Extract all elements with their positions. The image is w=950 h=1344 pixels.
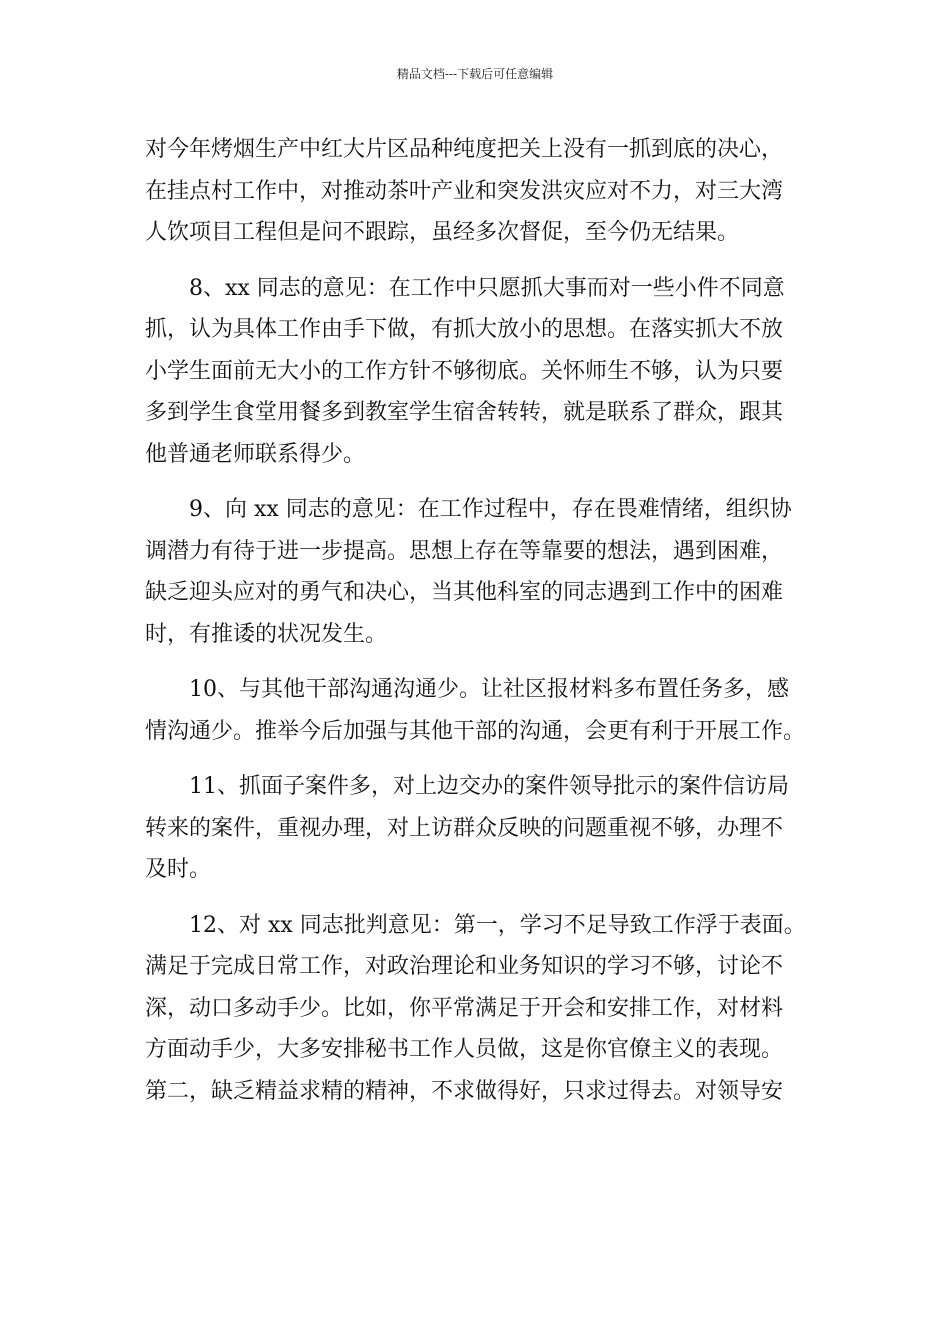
text-line: 11、抓面子案件多，对上边交办的案件领导批示的案件信访局 [189, 774, 789, 799]
paragraph-continuation [145, 129, 807, 254]
text-line: 对今年烤烟生产中红大片区品种纯度把关上没有一抓到底的决心， [145, 137, 784, 162]
document-body [145, 129, 807, 1126]
text-line: 深，动口多动手少。比如，你平常满足于开会和安排工作，对材料 [145, 995, 784, 1021]
paragraph-item-12 [145, 905, 807, 1113]
paragraph-item-9 [145, 489, 807, 655]
text-line: 在挂点村工作中，对推动茶叶产业和突发洪灾应对不力，对三大湾 [145, 178, 784, 204]
text-line: 及时。 [145, 857, 212, 882]
text-line: 第二，缺乏精益求精的精神，不求做得好，只求过得去。对领导安 [145, 1078, 784, 1104]
text-line: 10、与其他干部沟通沟通少。让社区报材料多布置任务多，感 [189, 677, 789, 702]
text-line: 抓，认为具体工作由手下做，有抓大放小的思想。在落实抓大不放 [145, 317, 784, 342]
text-line: 多到学生食堂用餐多到教室学生宿舍转转，就是联系了群众，跟其 [145, 400, 784, 425]
text-line: 情沟通少。推举今后加强与其他干部的沟通，会更有利于开展工作。 [145, 718, 806, 744]
text-line: 时，有推诿的状况发生。 [145, 621, 388, 647]
text-line: 调潜力有待于进一步提高。思想上存在等靠要的想法，遇到困难， [145, 538, 784, 564]
paragraph-item-8 [145, 268, 807, 476]
paragraph-item-10 [145, 669, 807, 752]
text-line: 缺乏迎头应对的勇气和决心，当其他科室的同志遇到工作中的困难 [145, 580, 784, 605]
text-line: 转来的案件，重视办理，对上访群众反映的问题重视不够，办理不 [145, 815, 784, 841]
text-line: 小学生面前无大小的工作方针不够彻底。关怀师生不够，认为只要 [145, 358, 784, 384]
text-line: 9、向 xx 同志的意见：在工作过程中，存在畏难情绪，组织协 [189, 497, 792, 522]
text-line: 8、xx 同志的意见：在工作中只愿抓大事而对一些小件不同意 [189, 275, 785, 301]
text-line: 人饮项目工程但是问不跟踪，虽经多次督促，至今仍无结果。 [145, 220, 740, 245]
text-line: 他普通老师联系得少。 [145, 441, 366, 467]
page-header: 精品文档---下载后可任意编辑 [396, 67, 554, 81]
paragraph-item-11 [145, 766, 807, 891]
text-line: 12、对 xx 同志批判意见：第一，学习不足导致工作浮于表面。 [189, 912, 806, 938]
text-line: 方面动手少，大多安排秘书工作人员做，这是你官僚主义的表现。 [145, 1037, 784, 1062]
text-line: 满足于完成日常工作，对政治理论和业务知识的学习不够，讨论不 [145, 954, 784, 979]
